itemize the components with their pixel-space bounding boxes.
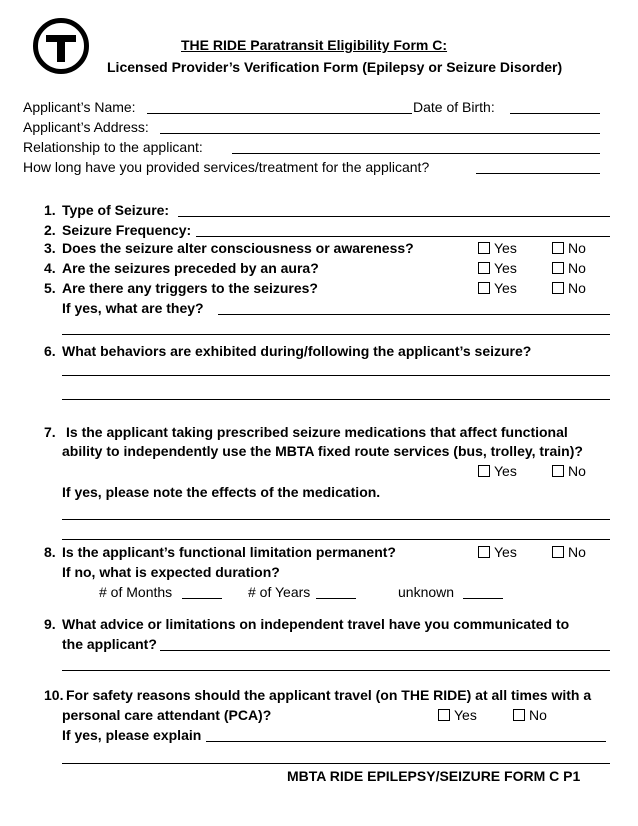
months-label: # of Months <box>99 584 173 600</box>
q9-label-line1: What advice or limitations on independent travel have you communicated to <box>62 616 570 632</box>
q4-number: 4. <box>44 260 56 276</box>
q4-yes-option[interactable]: Yes <box>478 260 517 277</box>
unknown-label: unknown <box>398 584 455 600</box>
q5-followup-field-2[interactable] <box>62 334 610 335</box>
checkbox-icon[interactable] <box>552 282 564 294</box>
q1-field[interactable] <box>178 216 610 217</box>
years-label: # of Years <box>248 584 311 600</box>
q9-number: 9. <box>44 616 56 632</box>
checkbox-icon[interactable] <box>438 709 450 721</box>
q5-followup-label: If yes, what are they? <box>62 300 204 316</box>
q10-label-line1: For safety reasons should the applicant travel (on THE RIDE) at all times with a <box>66 687 592 703</box>
q3-no-option[interactable]: No <box>552 240 586 257</box>
q1-label: Type of Seizure: <box>62 202 170 218</box>
q10-label-line2: personal care attendant (PCA)? <box>62 707 272 723</box>
q10-field-1[interactable] <box>206 741 606 742</box>
q6-field-1[interactable] <box>62 375 610 376</box>
applicant-address-field[interactable] <box>160 133 600 134</box>
q7-followup-label: If yes, please note the effects of the medication. <box>62 484 381 500</box>
q9-label-line2: the applicant? <box>62 636 157 652</box>
q2-label: Seizure Frequency: <box>62 222 192 238</box>
q5-followup-field[interactable] <box>218 314 610 315</box>
q5-label: Are there any triggers to the seizures? <box>62 280 318 296</box>
service-duration-label: How long have you provided services/treatment for the applicant? <box>23 159 430 175</box>
q5-yes-option[interactable]: Yes <box>478 280 517 297</box>
q7-label-line1: Is the applicant taking prescribed seizure medications that affect functional <box>66 424 568 440</box>
q10-followup-label: If yes, please explain <box>62 727 202 743</box>
q4-label: Are the seizures preceded by an aura? <box>62 260 319 276</box>
months-field[interactable] <box>182 598 222 599</box>
q6-field-2[interactable] <box>62 399 610 400</box>
q1-number: 1. <box>44 202 56 218</box>
applicant-address-label: Applicant’s Address: <box>23 119 149 135</box>
q10-no-option[interactable]: No <box>513 707 547 724</box>
q3-number: 3. <box>44 240 56 256</box>
form-subtitle: Licensed Provider’s Verification Form (Epilepsy or Seizure Disorder) <box>107 59 563 75</box>
checkbox-icon[interactable] <box>478 282 490 294</box>
years-field[interactable] <box>316 598 356 599</box>
relationship-field[interactable] <box>232 153 600 154</box>
q6-label: What behaviors are exhibited during/following the applicant’s seizure? <box>62 343 532 359</box>
applicant-name-field[interactable] <box>147 113 412 114</box>
service-duration-field[interactable] <box>476 173 600 174</box>
checkbox-icon[interactable] <box>478 465 490 477</box>
dob-field[interactable] <box>510 113 600 114</box>
relationship-label: Relationship to the applicant: <box>23 139 203 155</box>
q7-label-line2: ability to independently use the MBTA fixed route services (bus, trolley, train)? <box>62 443 583 459</box>
q9-field-2[interactable] <box>62 670 610 671</box>
mbta-t-logo <box>33 18 89 74</box>
q10-field-2[interactable] <box>62 763 610 764</box>
q7-no-option[interactable]: No <box>552 463 586 480</box>
q10-yes-option[interactable]: Yes <box>438 707 477 724</box>
q8-number: 8. <box>44 544 56 560</box>
checkbox-icon[interactable] <box>552 546 564 558</box>
checkbox-icon[interactable] <box>478 546 490 558</box>
q10-number: 10. <box>44 687 64 703</box>
checkbox-icon[interactable] <box>552 262 564 274</box>
checkbox-icon[interactable] <box>552 242 564 254</box>
q5-no-option[interactable]: No <box>552 280 586 297</box>
q5-number: 5. <box>44 280 56 296</box>
checkbox-icon[interactable] <box>478 242 490 254</box>
q8-yes-option[interactable]: Yes <box>478 544 517 561</box>
q7-yes-option[interactable]: Yes <box>478 463 517 480</box>
q2-number: 2. <box>44 222 56 238</box>
q7-field-2[interactable] <box>62 539 610 540</box>
form-title: THE RIDE Paratransit Eligibility Form C: <box>181 37 448 53</box>
q8-no-option[interactable]: No <box>552 544 586 561</box>
unknown-field[interactable] <box>463 598 503 599</box>
dob-label: Date of Birth: <box>413 99 495 115</box>
form-id-footer: MBTA RIDE EPILEPSY/SEIZURE FORM C P1 <box>287 768 581 784</box>
q4-no-option[interactable]: No <box>552 260 586 277</box>
q3-label: Does the seizure alter consciousness or awareness? <box>62 240 414 256</box>
q6-number: 6. <box>44 343 56 359</box>
checkbox-icon[interactable] <box>513 709 525 721</box>
q3-yes-option[interactable]: Yes <box>478 240 517 257</box>
checkbox-icon[interactable] <box>552 465 564 477</box>
q9-field-1[interactable] <box>160 650 610 651</box>
q8-label: Is the applicant’s functional limitation permanent? <box>62 544 396 560</box>
q2-field[interactable] <box>196 236 610 237</box>
q7-field-1[interactable] <box>62 519 610 520</box>
checkbox-icon[interactable] <box>478 262 490 274</box>
q8-followup-label: If no, what is expected duration? <box>62 564 280 580</box>
applicant-name-label: Applicant’s Name: <box>23 99 136 115</box>
q7-number: 7. <box>44 424 56 440</box>
